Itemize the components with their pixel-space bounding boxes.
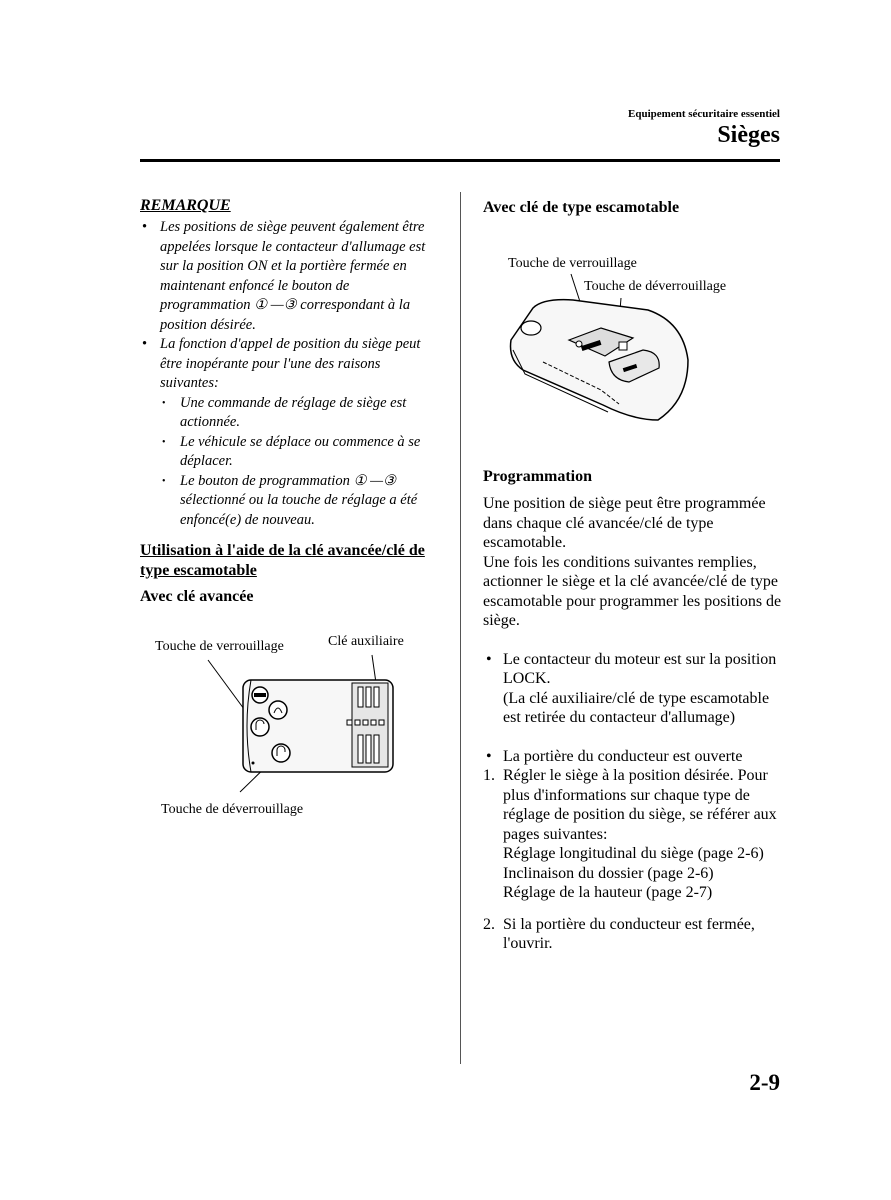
column-divider: [460, 192, 461, 1064]
header-section: Equipement sécuritaire essentiel: [628, 108, 780, 120]
section-heading: Utilisation à l'aide de la clé avancée/clé de type escamotable: [140, 542, 425, 579]
note-sublist: [160, 394, 440, 531]
step-text: Régler le siège à la position désirée. Pour plus d'informations sur chaque type de réglage de position du siège, se référer aux pages suivantes: Réglage longitudinal du siège (page 2-6) Inclinaison du dossier (page 2-6) Réglage de la hauteur (page 2-7): [503, 767, 777, 901]
note-list: [140, 218, 440, 530]
retractable-key-illustration: [483, 270, 783, 435]
page-title: Sièges: [717, 122, 780, 148]
fig1-unlock-caption: Touche de déverrouillage: [161, 802, 304, 817]
note-subitem: • Le bouton de programmation ① —③ sélectionné ou la touche de réglage a été enfoncé(e) de nouveau.: [160, 472, 440, 531]
fig1-lock-caption: Touche de verrouillage: [155, 639, 284, 654]
note-heading: REMARQUE: [140, 197, 231, 214]
note-subitem: • Une commande de réglage de siège est actionnée.: [160, 394, 440, 433]
page-number: 2-9: [749, 1070, 780, 1095]
conditions-list: [483, 630, 783, 786]
fig2-lock-caption: Touche de verrouillage: [508, 256, 637, 271]
programming-heading: Programmation: [483, 468, 593, 485]
condition-item: • La portière du conducteur est ouverte: [483, 747, 783, 767]
step-text: Si la portière du conducteur est fermée, l'ouvrir.: [503, 915, 755, 952]
retractable-key-heading: Avec clé de type escamotable: [483, 199, 680, 216]
step-item: [483, 915, 783, 954]
step-number: 1.: [483, 767, 495, 784]
note-item-text: La fonction d'appel de position du siège peut être inopérante pour l'une des raisons suivantes:: [160, 336, 421, 391]
note-item: [140, 335, 440, 530]
step-number: 2.: [483, 915, 495, 933]
advanced-key-heading: Avec clé avancée: [140, 588, 254, 605]
header-rule: [140, 159, 780, 162]
advanced-key-illustration: [140, 650, 440, 800]
fig1-aux-caption: Clé auxiliaire: [328, 634, 404, 649]
steps-list: [483, 766, 783, 966]
condition-item: • Le contacteur du moteur est sur la position LOCK. (La clé auxiliaire/clé de type escamotable est retirée du contacteur d'allumage): [483, 650, 783, 728]
programming-intro: Une position de siège peut être programmée dans chaque clé avancée/clé de type escamotable. Une fois les conditions suivantes remplies, actionner le siège et la clé avancée/clé de type escamotable pour programmer les positions de siège.: [483, 495, 782, 629]
step-item: [483, 766, 783, 903]
note-item: • Les positions de siège peuvent également être appelées lorsque le contacteur d'allumage est sur la position ON et la portière fermée en maintenant enfoncé le bouton de programmation ① —③ correspondant à la position désirée.: [140, 218, 440, 335]
note-subitem: • Le véhicule se déplace ou commence à se déplacer.: [160, 433, 440, 472]
fig2-unlock-caption: Touche de déverrouillage: [584, 279, 727, 294]
